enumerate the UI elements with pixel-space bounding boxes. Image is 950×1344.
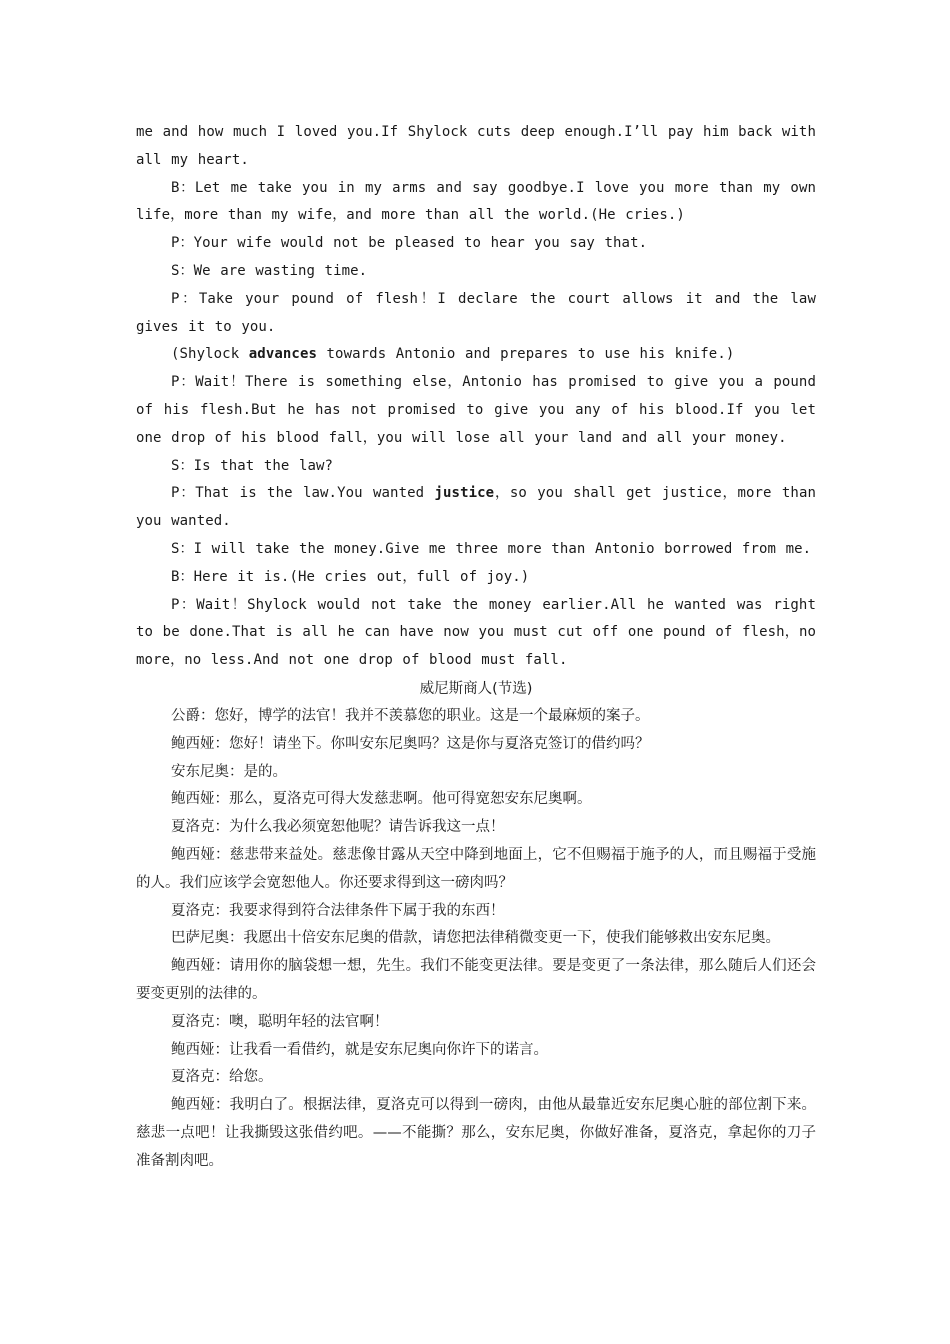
chinese-line: 夏洛克：为什么我必须宽恕他呢？请告诉我这一点！ — [171, 819, 505, 836]
chinese-line: 鲍西娅：请用你的脑袋想一想，先生。我们不能变更法律。要是变更了一条法律，那么随后人们还会要变更别的法律的。 — [136, 958, 816, 1002]
chinese-line: 公爵：您好，博学的法官！我并不羡慕您的职业。这是一个最麻烦的案子。 — [171, 707, 650, 724]
chinese-line: 鲍西娅：那么，夏洛克可得大发慈悲啊。他可得宽恕安东尼奥啊。 — [171, 791, 592, 808]
english-paragraph: S：Is that the law? — [171, 457, 334, 474]
chinese-line: 鲍西娅：让我看一看借约，就是安东尼奥向你许下的诺言。 — [171, 1041, 548, 1058]
english-paragraph: B：Let me take you in my arms and say goodbye.I love you more than my own life，more than my wife，and more than all the world.(He cries.) — [136, 179, 816, 224]
document-page — [136, 119, 816, 1175]
chinese-line: 鲍西娅：您好！请坐下。你叫安东尼奥吗？这是你与夏洛克签订的借约吗？ — [171, 735, 650, 752]
english-paragraph: B：Here it is.(He cries out，full of joy.) — [171, 568, 530, 585]
bold-vocabulary-word: advances — [248, 346, 317, 363]
text-run: ，so you shall get justice，more than you wanted. — [136, 485, 816, 530]
text-run: (Shylock — [171, 346, 249, 363]
chinese-line: 鲍西娅：我明白了。根据法律，夏洛克可以得到一磅肉，由他从最靠近安东尼奥心脏的部位割下来。慈悲一点吧！让我撕毁这张借约吧。——不能撕？那么，安东尼奥，你做好准备，夏洛克，拿起你的刀子准备割肉吧。 — [136, 1097, 816, 1169]
english-paragraph: S：I will take the money.Give me three more than Antonio borrowed from me. — [171, 540, 812, 557]
chinese-line: 安东尼奥：是的。 — [171, 763, 287, 780]
chinese-line: 夏洛克：我要求得到符合法律条件下属于我的东西！ — [171, 902, 505, 919]
english-paragraph: P：Your wife would not be pleased to hear you say that. — [171, 235, 648, 252]
chinese-line: 夏洛克：噢，聪明年轻的法官啊！ — [171, 1013, 389, 1030]
english-paragraph — [136, 480, 816, 536]
bold-vocabulary-word: justice — [434, 485, 495, 502]
text-run: towards Antonio and prepares to use his knife.) — [317, 346, 735, 363]
stage-direction — [136, 341, 816, 369]
chinese-line: 夏洛克：给您。 — [171, 1069, 273, 1086]
text-run: P：That is the law.You wanted — [171, 485, 435, 502]
chinese-section-title: 威尼斯商人(节选) — [419, 680, 533, 697]
english-paragraph: me and how much I loved you.If Shylock cuts deep enough.I’ll pay him back with all my heart. — [136, 124, 816, 168]
chinese-line: 巴萨尼奥：我愿出十倍安东尼奥的借款，请您把法律稍微变更一下，使我们能够救出安东尼奥。 — [171, 930, 780, 947]
english-paragraph: P：Wait！Shylock would not take the money earlier.All he wanted was right to be done.That is all he can have now you must cut off one pound of flesh，no more，no less.And not one drop of blood must fall. — [136, 596, 816, 669]
english-paragraph: P：Wait！There is something else，Antonio has promised to give you a pound of his flesh.But he has not promised to give you any of his blood.If you let one drop of his blood fall，you will lose all your land and all your money. — [136, 374, 816, 446]
english-paragraph: S：We are wasting time. — [171, 262, 368, 279]
english-paragraph: P：Take your pound of flesh！I declare the court allows it and the law gives it to you. — [136, 290, 816, 335]
chinese-line: 鲍西娅：慈悲带来益处。慈悲像甘露从天空中降到地面上，它不但赐福于施予的人，而且赐福于受施的人。我们应该学会宽恕他人。你还要求得到这一磅肉吗？ — [136, 846, 816, 891]
